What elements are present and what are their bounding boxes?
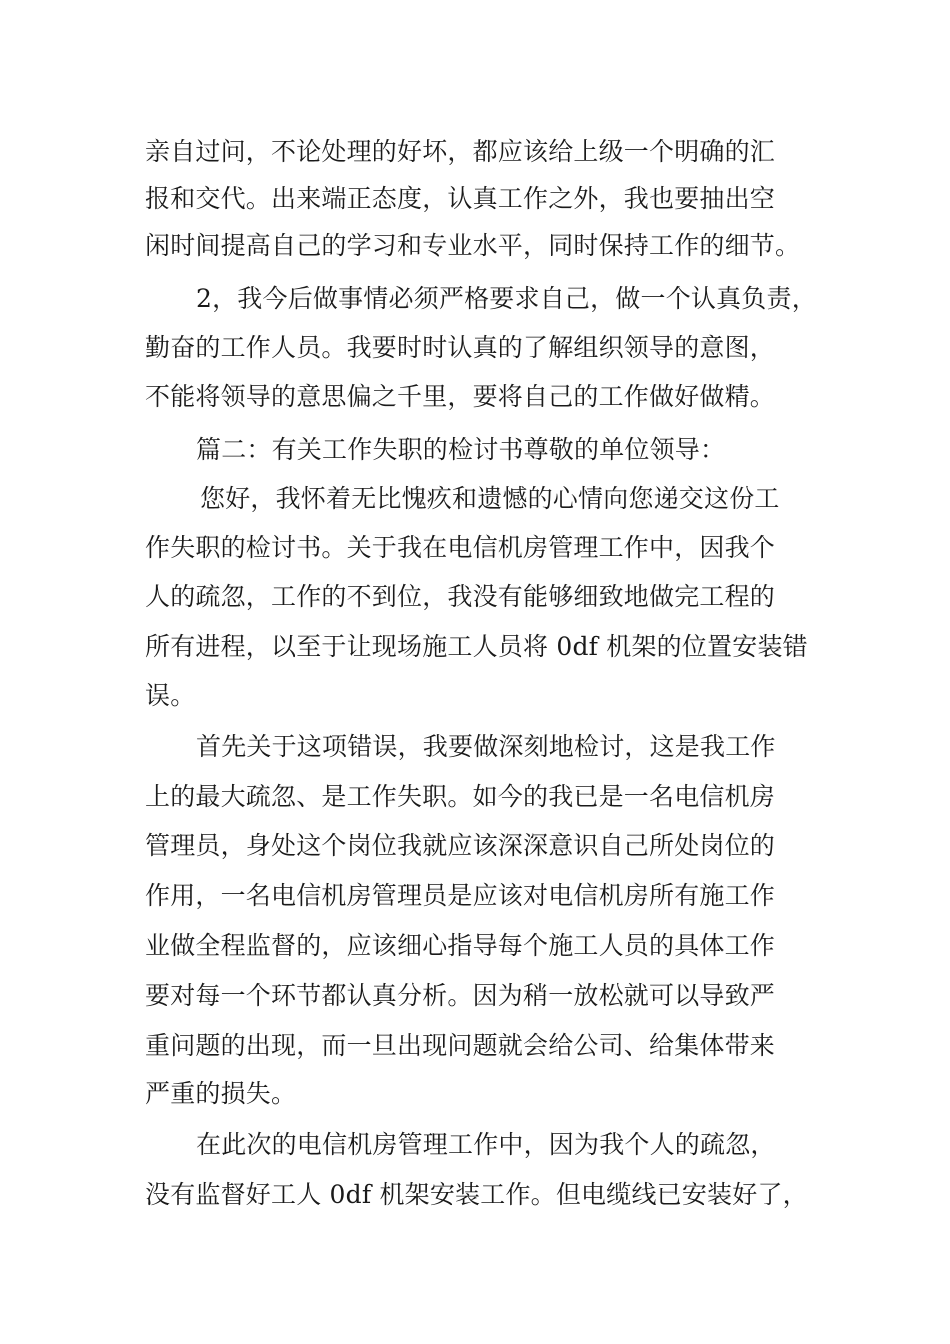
text-line: 作失职的检讨书。关于我在电信机房管理工作中，因我个 — [145, 533, 776, 562]
text-line: 您好，我怀着无比愧疚和遗憾的心情向您递交这份工 — [200, 484, 780, 513]
section-heading: 篇二：有关工作失职的检讨书尊敬的单位领导： — [196, 435, 726, 464]
text-line: 报和交代。出来端正态度，认真工作之外，我也要抽出空 — [145, 184, 776, 213]
text-line: 作用，一名电信机房管理员是应该对电信机房所有施工作 — [145, 881, 776, 910]
text-line: 业做全程监督的，应该细心指导每个施工人员的具体工作 — [145, 931, 776, 960]
text-line: 在此次的电信机房管理工作中，因为我个人的疏忽， — [196, 1130, 776, 1159]
text-line: 所有进程，以至于让现场施工人员将 0df 机架的位置安装错 — [145, 632, 808, 661]
text-line: 没有监督好工人 0df 机架安装工作。但电缆线已安装好了， — [145, 1180, 808, 1209]
text-line: 要对每一个环节都认真分析。因为稍一放松就可以导致严 — [145, 981, 776, 1010]
text-line: 亲自过问，不论处理的好坏，都应该给上级一个明确的汇 — [145, 137, 776, 166]
text-line: 不能将领导的意思偏之千里，要将自己的工作做好做精。 — [145, 382, 776, 411]
text-line: 误。 — [145, 681, 196, 710]
text-line: 上的最大疏忽、是工作失职。如今的我已是一名电信机房 — [145, 782, 776, 811]
text-line: 闲时间提高自己的学习和专业水平，同时保持工作的细节。 — [145, 231, 801, 260]
text-line: 人的疏忽，工作的不到位，我没有能够细致地做完工程的 — [145, 582, 776, 611]
text-line: 严重的损失。 — [145, 1079, 297, 1108]
text-line: 勤奋的工作人员。我要时时认真的了解组织领导的意图， — [145, 333, 776, 362]
text-line: 2，我今后做事情必须严格要求自己，做一个认真负责， — [196, 284, 817, 313]
text-line: 首先关于这项错误，我要做深刻地检讨，这是我工作 — [196, 732, 776, 761]
text-line: 管理员，身处这个岗位我就应该深深意识自己所处岗位的 — [145, 831, 776, 860]
text-line: 重问题的出现，而一旦出现问题就会给公司、给集体带来 — [145, 1031, 776, 1060]
